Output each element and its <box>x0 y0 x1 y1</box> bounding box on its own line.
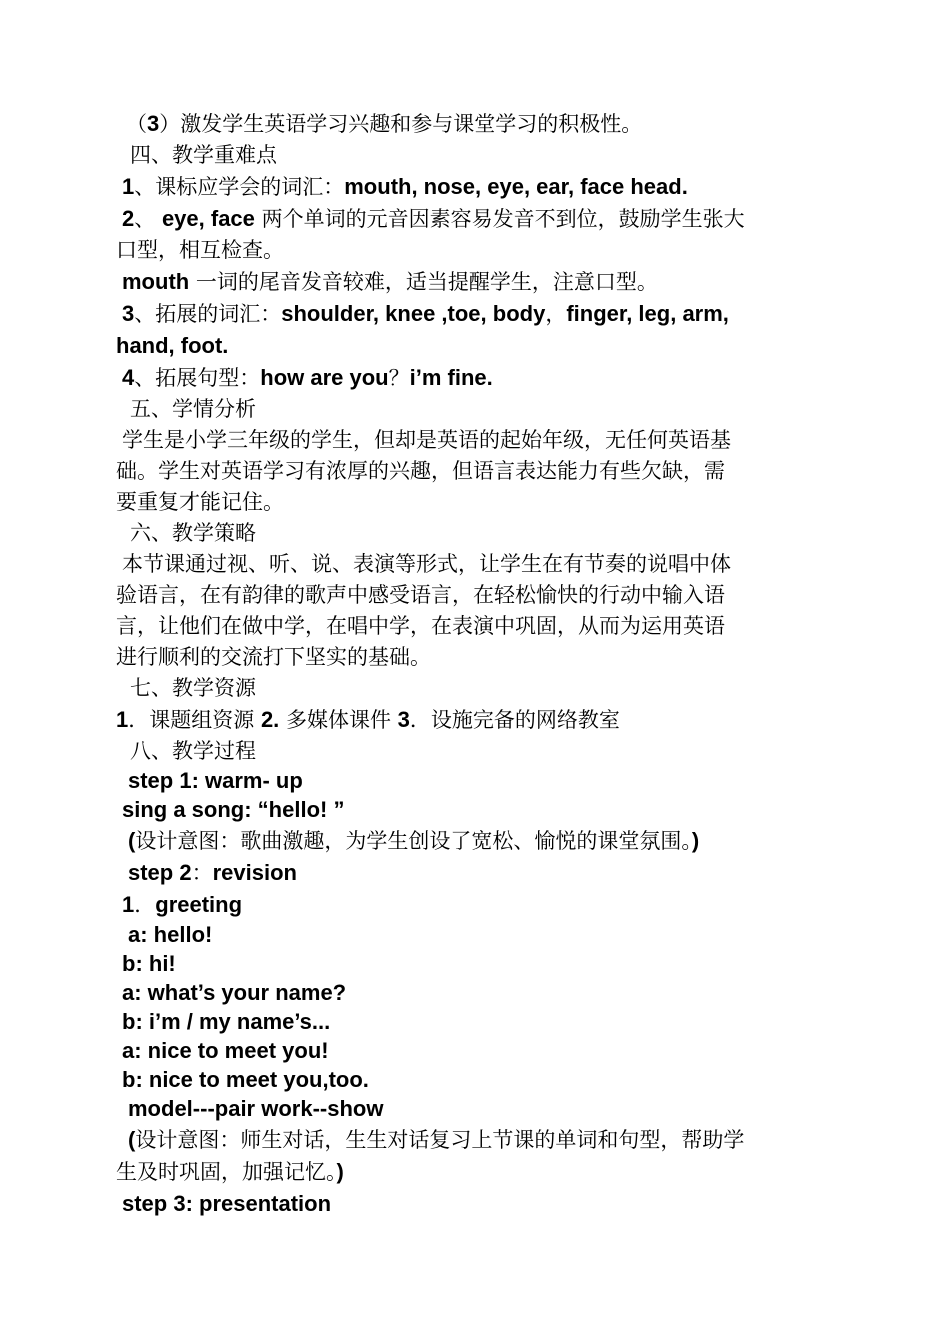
step-1-heading <box>116 767 840 796</box>
text: ) <box>336 1159 344 1184</box>
key-point-1 <box>116 171 840 203</box>
dialogue-line <box>116 1037 840 1066</box>
text: eye, face <box>161 206 255 231</box>
text: step 2 <box>128 860 192 885</box>
dialogue-line <box>116 1008 840 1037</box>
text: 2. <box>260 707 280 732</box>
design-intent-2 <box>116 1124 840 1156</box>
dialogue-line <box>116 1066 840 1095</box>
text: ( <box>128 828 136 853</box>
text: 口型，相互检查。 <box>116 238 284 262</box>
text: b: i’m / my name’s... <box>122 1009 331 1034</box>
section-heading-learner-analysis <box>116 394 840 425</box>
design-intent-2-cont <box>116 1156 840 1188</box>
text: how are you <box>260 365 389 390</box>
step-2-heading <box>116 857 840 889</box>
text: 设计意图：歌曲激趣，为学生创设了宽松、愉悦的课堂氛围。 <box>135 829 692 853</box>
objective-line-3 <box>116 108 840 140</box>
text: 进行顺利的交流打下坚实的基础。 <box>116 645 431 669</box>
key-point-mouth <box>116 266 840 298</box>
text: step 1: warm- up <box>128 768 303 793</box>
text: sing a song: “hello! ” <box>122 797 345 822</box>
text: mouth <box>122 269 190 294</box>
text: 、课标应学会的词汇： <box>134 175 345 199</box>
text: shoulder, knee ,toe, body <box>281 301 546 326</box>
text: 生及时巩固，加强记忆。 <box>116 1160 337 1184</box>
text: a: what’s your name? <box>122 980 347 1005</box>
text: 设计意图：师生对话，生生对话复习上节课的单词和句型，帮助学 <box>135 1128 745 1152</box>
text: ( <box>128 1127 136 1152</box>
text: a: hello! <box>128 922 213 947</box>
section-heading-key-points <box>116 140 840 171</box>
text: 学生是小学三年级的学生，但却是英语的起始年级，无任何英语基 <box>122 428 731 452</box>
text: ． <box>134 893 156 917</box>
dialogue-line <box>116 921 840 950</box>
text: 3 <box>147 111 160 136</box>
text: ： <box>191 861 213 885</box>
section-heading-resources <box>116 673 840 704</box>
activity-flow <box>116 1095 840 1124</box>
section-heading-process <box>116 736 840 767</box>
text: ？ <box>388 366 410 390</box>
text: ．课题组资源 <box>128 708 261 732</box>
text: mouth, nose, eye, ear, face head. <box>344 174 688 199</box>
text: step 3: presentation <box>122 1191 332 1216</box>
text: ．设施完备的网络教室 <box>409 708 620 732</box>
design-intent-1 <box>116 825 840 857</box>
text: 2 <box>122 206 135 231</box>
key-point-2 <box>116 203 840 235</box>
text: 础。学生对英语学习有浓厚的兴趣，但语言表达能力有些欠缺，需 <box>116 459 725 483</box>
text: 1 <box>122 174 135 199</box>
text: greeting <box>155 892 243 917</box>
step-1-song <box>116 796 840 825</box>
section-heading-strategy <box>116 518 840 549</box>
text: hand, foot. <box>116 333 229 358</box>
text: 、 <box>134 207 162 231</box>
text: ) <box>691 828 700 853</box>
dialogue-line <box>116 950 840 979</box>
text: 两个单词的元音因素容易发音不到位，鼓励学生张大 <box>254 207 745 231</box>
paragraph-line <box>116 487 840 518</box>
key-point-3-cont <box>116 330 840 362</box>
text: b: nice to meet you,too. <box>122 1067 369 1092</box>
text: i’m fine. <box>409 365 493 390</box>
heading-text: 七、教学资源 <box>130 676 256 700</box>
text: 要重复才能记住。 <box>116 490 284 514</box>
text: 、拓展句型： <box>134 366 261 390</box>
text: 言，让他们在做中学，在唱中学，在表演中巩固，从而为运用英语 <box>116 614 725 638</box>
paragraph-line <box>116 425 840 456</box>
text: 3 <box>122 301 135 326</box>
text: 、拓展的词汇： <box>134 302 282 326</box>
text: finger, leg, arm, <box>566 301 729 326</box>
text: 1 <box>122 892 135 917</box>
heading-text: 四、教学重难点 <box>130 143 277 167</box>
text: （ <box>126 112 147 136</box>
resources-line <box>116 704 840 736</box>
heading-text: 六、教学策略 <box>130 521 256 545</box>
document-body <box>116 108 840 1220</box>
step-3-heading <box>116 1188 840 1220</box>
greeting-heading <box>116 889 840 921</box>
text: 3 <box>397 707 410 732</box>
text: 多媒体课件 <box>279 708 398 732</box>
key-point-3 <box>116 298 840 330</box>
paragraph-line <box>116 580 840 611</box>
key-point-4 <box>116 362 840 394</box>
text: 1 <box>116 707 129 732</box>
text: ， <box>545 302 567 326</box>
dialogue-line <box>116 979 840 1008</box>
heading-text: 五、学情分析 <box>130 397 256 421</box>
text: 本节课通过视、听、说、表演等形式，让学生在有节奏的说唱中体 <box>122 552 731 576</box>
text: 一词的尾音发音较难，适当提醒学生，注意口型。 <box>189 270 658 294</box>
paragraph-line <box>116 611 840 642</box>
paragraph-line <box>116 549 840 580</box>
text: a: nice to meet you! <box>122 1038 329 1063</box>
text: revision <box>212 860 297 885</box>
key-point-2-cont <box>116 235 840 266</box>
text: model---pair work--show <box>128 1096 384 1121</box>
heading-text: 八、教学过程 <box>130 739 256 763</box>
paragraph-line <box>116 642 840 673</box>
text: 4 <box>122 365 135 390</box>
paragraph-line <box>116 456 840 487</box>
text: ）激发学生英语学习兴趣和参与课堂学习的积极性。 <box>159 112 643 136</box>
text: 验语言，在有韵律的歌声中感受语言，在轻松愉快的行动中输入语 <box>116 583 725 607</box>
text: b: hi! <box>122 951 176 976</box>
